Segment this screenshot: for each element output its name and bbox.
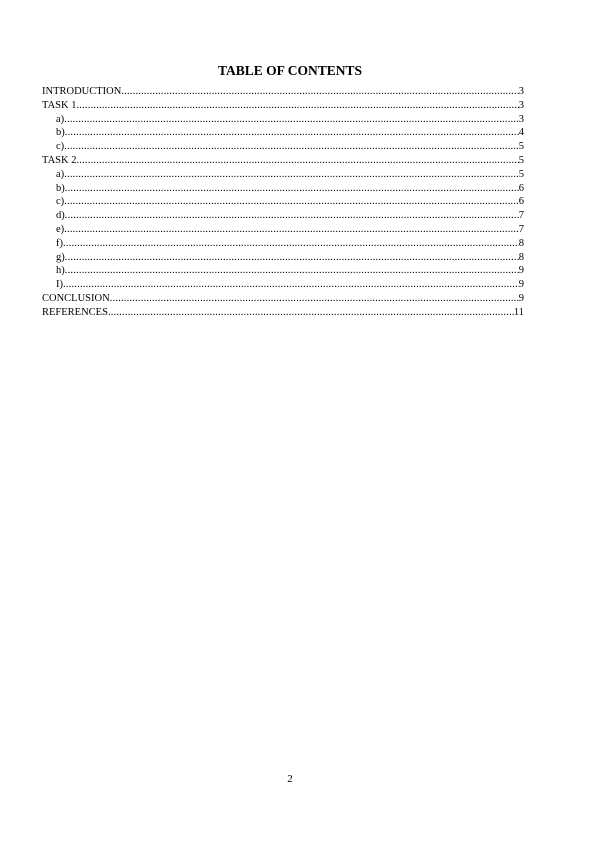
toc-entry-page: 6 [518,196,524,208]
toc-entry-page: 7 [518,210,524,222]
toc-entry-page: 9 [518,279,524,291]
toc-entry[interactable] [42,182,524,196]
toc-entry[interactable] [42,140,524,154]
toc-dot-leader [64,140,519,154]
toc-dot-leader [64,113,519,127]
toc-entry-page: 7 [518,223,524,235]
toc-dot-leader [65,182,519,196]
toc-entry-label: d) [56,210,65,222]
toc-entry-page: 9 [518,265,524,277]
toc-entry[interactable] [42,99,524,113]
toc-list [42,85,524,320]
toc-dot-leader [65,264,519,278]
toc-dot-leader [64,168,519,182]
toc-dot-leader [65,209,519,223]
toc-entry[interactable] [42,85,524,99]
toc-entry[interactable] [42,154,524,168]
toc-entry[interactable] [42,251,524,265]
toc-entry-label: TASK 1 [42,99,77,111]
toc-entry-label: f) [56,237,63,249]
toc-entry-label: h) [56,265,65,277]
toc-entry[interactable] [42,126,524,140]
toc-entry-label: a) [56,168,65,180]
toc-entry-label: CONCLUSION [42,292,110,304]
toc-entry-page: 3 [518,86,524,97]
toc-entry[interactable] [42,306,524,320]
toc-entry-label: a) [56,113,65,125]
toc-entry-page: 5 [518,141,524,153]
toc-dot-leader [121,85,518,99]
toc-entry-label: I) [56,279,63,291]
toc-entry-page: 8 [518,251,524,263]
toc-entry-page: 3 [518,113,524,125]
toc-entry[interactable] [42,292,524,306]
toc-entry-label: TASK 2 [42,154,77,166]
toc-entry[interactable] [42,168,524,182]
toc-entry-page: 5 [518,168,524,180]
toc-entry-page: 6 [518,182,524,194]
toc-dot-leader [63,278,519,292]
toc-dot-leader [76,99,518,113]
toc-entry-label: b) [56,127,65,139]
toc-entry[interactable] [42,264,524,278]
toc-entry-page: 9 [518,292,524,304]
toc-entry-label: b) [56,182,65,194]
toc-dot-leader [63,237,519,251]
page-number: 2 [287,773,293,785]
toc-dot-leader [65,126,519,140]
toc-entry[interactable] [42,223,524,237]
toc-entry-label: g) [56,251,65,263]
toc-dot-leader [64,223,519,237]
toc-title: TABLE OF CONTENTS [217,63,363,78]
toc-entry-page: 5 [518,154,524,166]
toc-dot-leader [64,195,519,209]
toc-entry-label: c) [56,196,65,208]
toc-dot-leader [110,292,519,306]
toc-dot-leader [76,154,518,168]
toc-entry[interactable] [42,195,524,209]
toc-entry[interactable] [42,278,524,292]
toc-entry-page: 3 [518,99,524,111]
toc-entry-page: 8 [518,237,524,249]
toc-entry[interactable] [42,209,524,223]
toc-entry[interactable] [42,113,524,127]
toc-dot-leader [65,251,519,265]
toc-entry[interactable] [42,237,524,251]
toc-entry-page: 4 [518,127,524,139]
toc-entry-label: REFERENCES [42,306,108,318]
toc-entry-label: INTRODUCTION [42,86,122,97]
toc-entry-label: e) [56,223,65,235]
toc-entry-page: 11 [513,306,524,318]
toc-entry-label: c) [56,141,65,153]
toc-dot-leader [108,306,514,320]
